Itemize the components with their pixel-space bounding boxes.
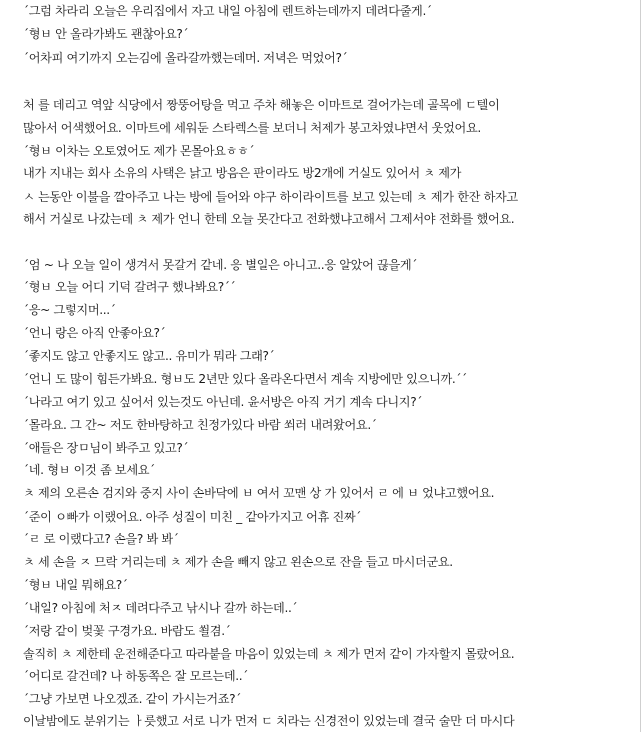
- text-line: 이날밤에도 분위기는 ㅏ릇했고 서로 니가 먼저 ㄷ 치라는 신경전이 있었는데 결국 술만 더 마시다: [23, 714, 515, 728]
- text-line: 많아서 어색했어요. 이마트에 세워둔 스타렉스를 보더니 처제가 봉고차였냐면서 웃었어요.: [23, 121, 481, 135]
- text-line: ´언니 랑은 아직 안좋아요?´: [23, 326, 166, 340]
- text-line: ´어차피 여기까지 오는김에 올라갈까했는데머. 저녁은 먹었어?´: [23, 51, 348, 65]
- text-line: ´내일? 아침에 처ㅈ 데려다주고 낚시나 갈까 하는데..´: [23, 601, 298, 615]
- text-line: ´애들은 장ㅁ님이 봐주고 있고?´: [23, 441, 189, 455]
- text-line: ´ㄹ 로 이랬다고? 손을? 봐 봐´: [23, 532, 179, 546]
- text-line: ´좋지도 않고 안좋지도 않고.. 유미가 뭐라 그래?´: [23, 349, 275, 363]
- text-line: ´그럼 차라리 오늘은 우리집에서 자고 내일 아침에 렌트하는데까지 데려다줄게.´: [23, 4, 432, 18]
- text-line: 내가 지내는 회사 소유의 사택은 낡고 방음은 판이라도 방2개에 거실도 있어서 ㅊ 제가: [23, 166, 462, 180]
- text-line: ´네. 형ㅂ 이것 좀 보세요´: [23, 463, 155, 477]
- text-line: ´형ㅂ 내일 뭐해요?´: [23, 578, 128, 592]
- text-line: ´엄 ~ 나 오늘 일이 생겨서 못갈거 같네. 응 별일은 아니고..응 알았어 끊을게´: [23, 258, 418, 272]
- text-line: ´응~ 그렇지머...´: [23, 303, 116, 317]
- text-line: ㅅ 는동안 이불을 깔아주고 나는 방에 들어와 야구 하이라이트를 보고 있는데 ㅊ 제가 한잔 하자고: [23, 190, 518, 204]
- text-line: ´저랑 같이 벚꽃 구경가요. 바람도 쐴겸.´: [23, 624, 231, 638]
- text-line: ´준이 ㅇ빠가 이랬어요. 아주 성질이 미친 _ 같아가지고 어휴 진짜´: [23, 510, 362, 524]
- text-line: ´어디로 갈건데? 나 하동쪽은 잘 모르는데..´: [23, 669, 249, 683]
- text-line: ´언니 도 많이 힘든가봐요. 형ㅂ도 2년만 있다 올라온다면서 계속 지방에만 있으니까.´´: [23, 372, 467, 386]
- text-line: ㅊ 제의 오른손 검지와 중지 사이 손바닥에 ㅂ 여서 꼬맨 상 가 있어서 ㄹ 에 ㅂ 었냐고했어요.: [23, 486, 495, 500]
- text-line: ´형ㅂ 안 올라가봐도 괜찮아요?´: [23, 27, 189, 41]
- text-line: ´형ㅂ 이차는 오토였어도 제가 몬몰아요ㅎㅎ´: [23, 144, 255, 158]
- text-line: ´형ㅂ 오늘 어디 기덕 갈려구 했나봐요?´´: [23, 280, 236, 294]
- text-line: ㅊ 세 손을 ㅈ 므락 거리는데 ㅊ 제가 손을 빼지 않고 왼손으로 잔을 들고 마시더군요.: [23, 555, 453, 569]
- text-line: ´나라고 여기 있고 싶어서 있는것도 아닌데. 윤서방은 아직 거기 계속 다니지?´: [23, 395, 423, 409]
- text-line: 처 를 데리고 역앞 식당에서 짱뚱어탕을 먹고 주차 해놓은 이마트로 걸어가는데 골목에 ㄷ텔이: [23, 98, 500, 112]
- text-line: ´몰라요. 그 간~ 저도 한바탕하고 친정가있다 바람 쐬러 내려왔어요.´: [23, 418, 377, 432]
- text-line: 솔직히 ㅊ 제한테 운전해준다고 따라붙을 마음이 있었는데 ㅊ 제가 먼저 같이 가자할지 몰랐어요.: [23, 647, 515, 661]
- text-line: 해서 거실로 나갔는데 ㅊ 제가 언니 한테 오늘 못간다고 전화했냐고해서 그제서야 전화를 했어요.: [23, 212, 515, 226]
- text-line: ´그냥 가보면 나오겠죠. 같이 가시는거죠?´: [23, 692, 241, 706]
